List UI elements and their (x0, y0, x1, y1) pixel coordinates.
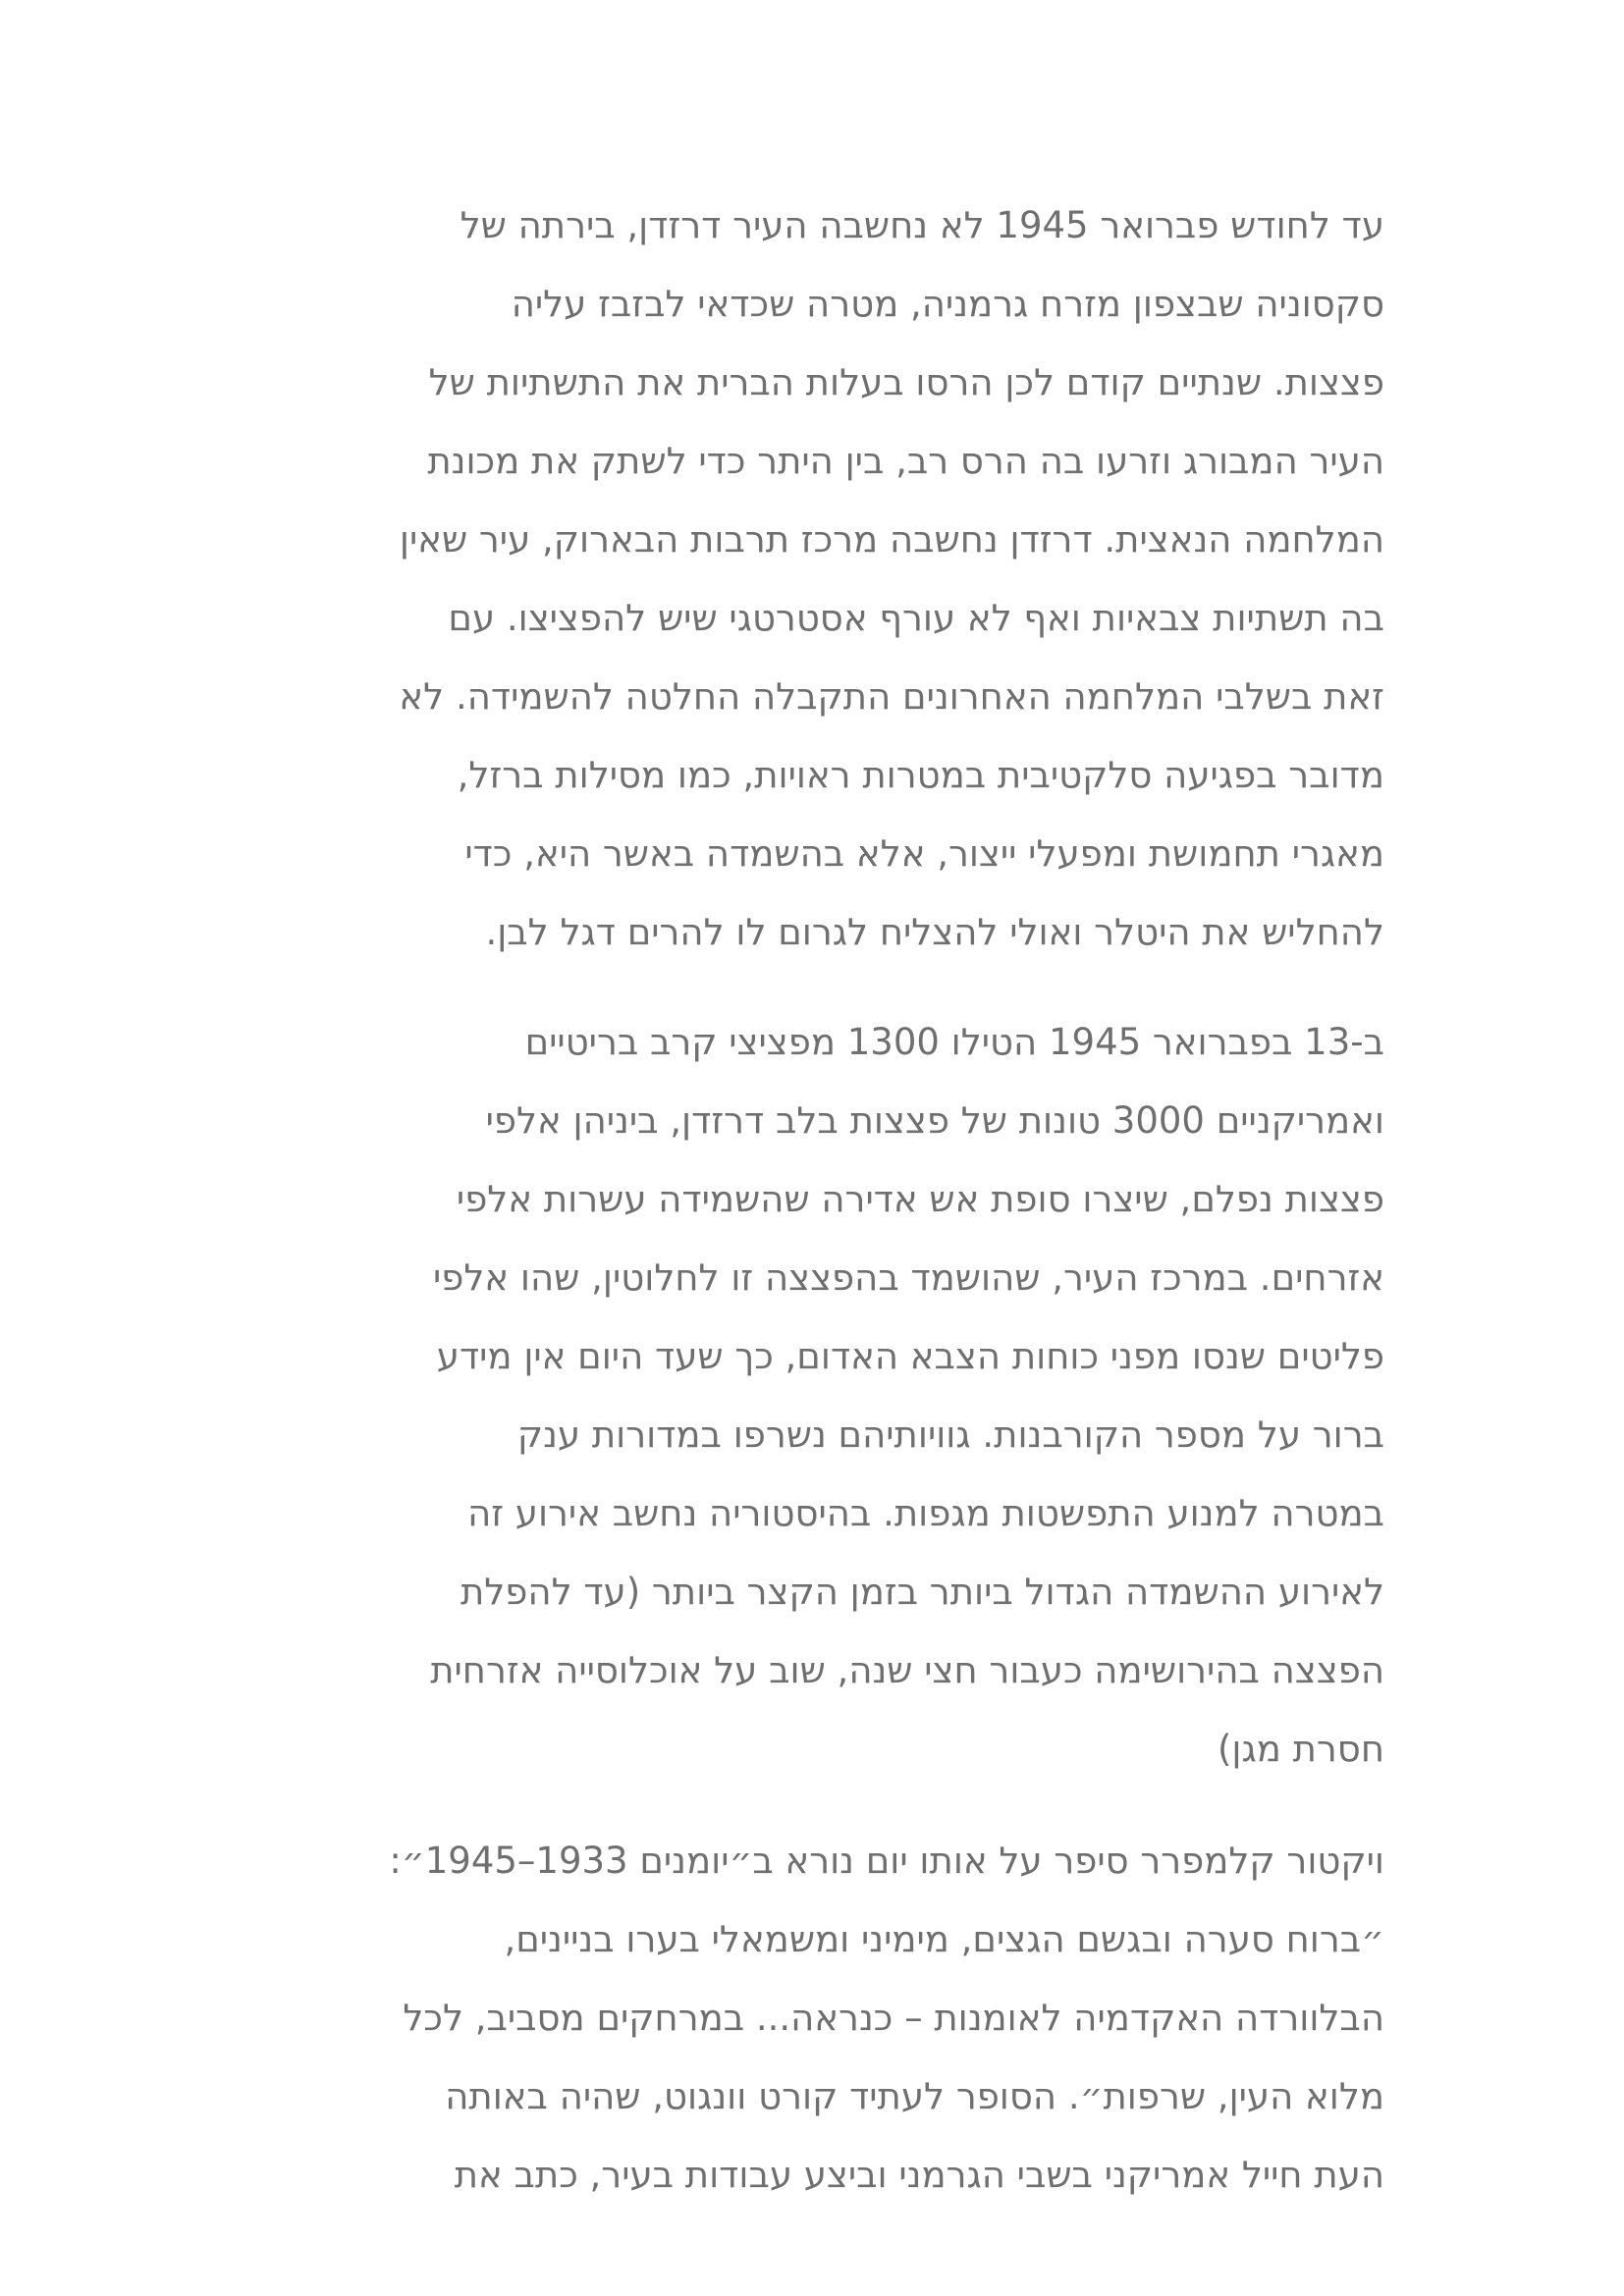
text-line: ואמריקניים 3000 טונות של פצצות בלב דרזדן, ביניהן אלפי (485, 1099, 1384, 1142)
text-line: סקסוניה שבצפון מזרח גרמניה, מטרה שכדאי לבזבז עליה (511, 283, 1384, 325)
text-line: מדובר בפגיעה סלקטיבית במטרות ראויות, כמו מסילות ברזל, (457, 754, 1384, 796)
paragraph-3 (253, 1822, 1384, 2215)
text-line: פצצות נפלם, שיצרו סופת אש אדירה שהשמידה עשרות אלפי (456, 1178, 1384, 1220)
body-text (253, 187, 1384, 2215)
text-line: במטרה למנוע התפשטות מגפות. בהיסטוריה נחשב אירוע זה (467, 1492, 1384, 1534)
text-line: בה תשתיות צבאיות ואף לא עורף אסטרטגי שיש להפציצו. עם (448, 597, 1384, 639)
paragraph-2 (253, 1003, 1384, 1789)
text-line: מאגרי תחמושת ומפעלי ייצור, אלא בהשמדה באשר היא, כדי (464, 832, 1384, 875)
text-line: מלוא העין, שרפות״. הסופר לעתיד קורט וונגוט, שהיה באותה (445, 2075, 1384, 2117)
text-line: עד לחודש פברואר 1945 לא נחשבה העיר דרזדן, בירתה של (460, 204, 1384, 246)
text-line: לאירוע ההשמדה הגדול ביותר בזמן הקצר ביותר (עד להפלת (460, 1571, 1384, 1613)
text-line: חסרת מגן) (1217, 1728, 1384, 1770)
text-line: ״ברוח סערה ובגשם הגצים, מימיני ומשמאלי בערו בניינים, (504, 1918, 1384, 1960)
paragraph-spacer (253, 1789, 1384, 1822)
text-line: אזרחים. במרכז העיר, שהושמד בהפצצה זו לחלוטין, שהו אלפי (433, 1256, 1384, 1299)
text-line: המלחמה הנאצית. דרזדן נחשבה מרכז תרבות הבארוק, עיר שאין (399, 518, 1384, 561)
text-line: ב-13 בפברואר 1945 הטילו 1300 מפציצי קרב בריטיים (524, 1021, 1384, 1063)
text-line: זאת בשלבי המלחמה האחרונים התקבלה החלטה להשמידה. לא (399, 675, 1384, 718)
paragraph-1 (253, 187, 1384, 972)
text-line: פליטים שנסו מפני כוחות הצבא האדום, כך שעד היום אין מידע (436, 1335, 1384, 1377)
text-line: ברור על מספר הקורבנות. גוויותיהם נשרפו במדורות ענק (516, 1414, 1384, 1456)
text-line: העת חייל אמריקני בשבי הגרמני וביצע עבודות בעיר, כתב את (454, 2154, 1384, 2196)
text-line: העיר המבורג וזרעו בה הרס רב, בין היתר כדי לשתק את מכונת (427, 440, 1384, 482)
text-line: הבלוורדה האקדמיה לאומנות – כנראה... במרחקים מסביב, לכל (403, 1997, 1384, 2039)
text-line: להחליש את היטלר ואולי להצליח לגרום לו להרים דגל לבן. (485, 911, 1384, 953)
text-line: הפצצה בהירושימה כעבור חצי שנה, שוב על אוכלוסייה אזרחית (430, 1649, 1384, 1691)
text-line: ויקטור קלמפרר סיפר על אותו יום נורא ב״יומנים 1933–1945״: (389, 1840, 1384, 1882)
paragraph-spacer (253, 972, 1384, 1003)
text-line: פצצות. שנתיים קודם לכן הרסו בעלות הברית את התשתיות של (428, 361, 1384, 403)
